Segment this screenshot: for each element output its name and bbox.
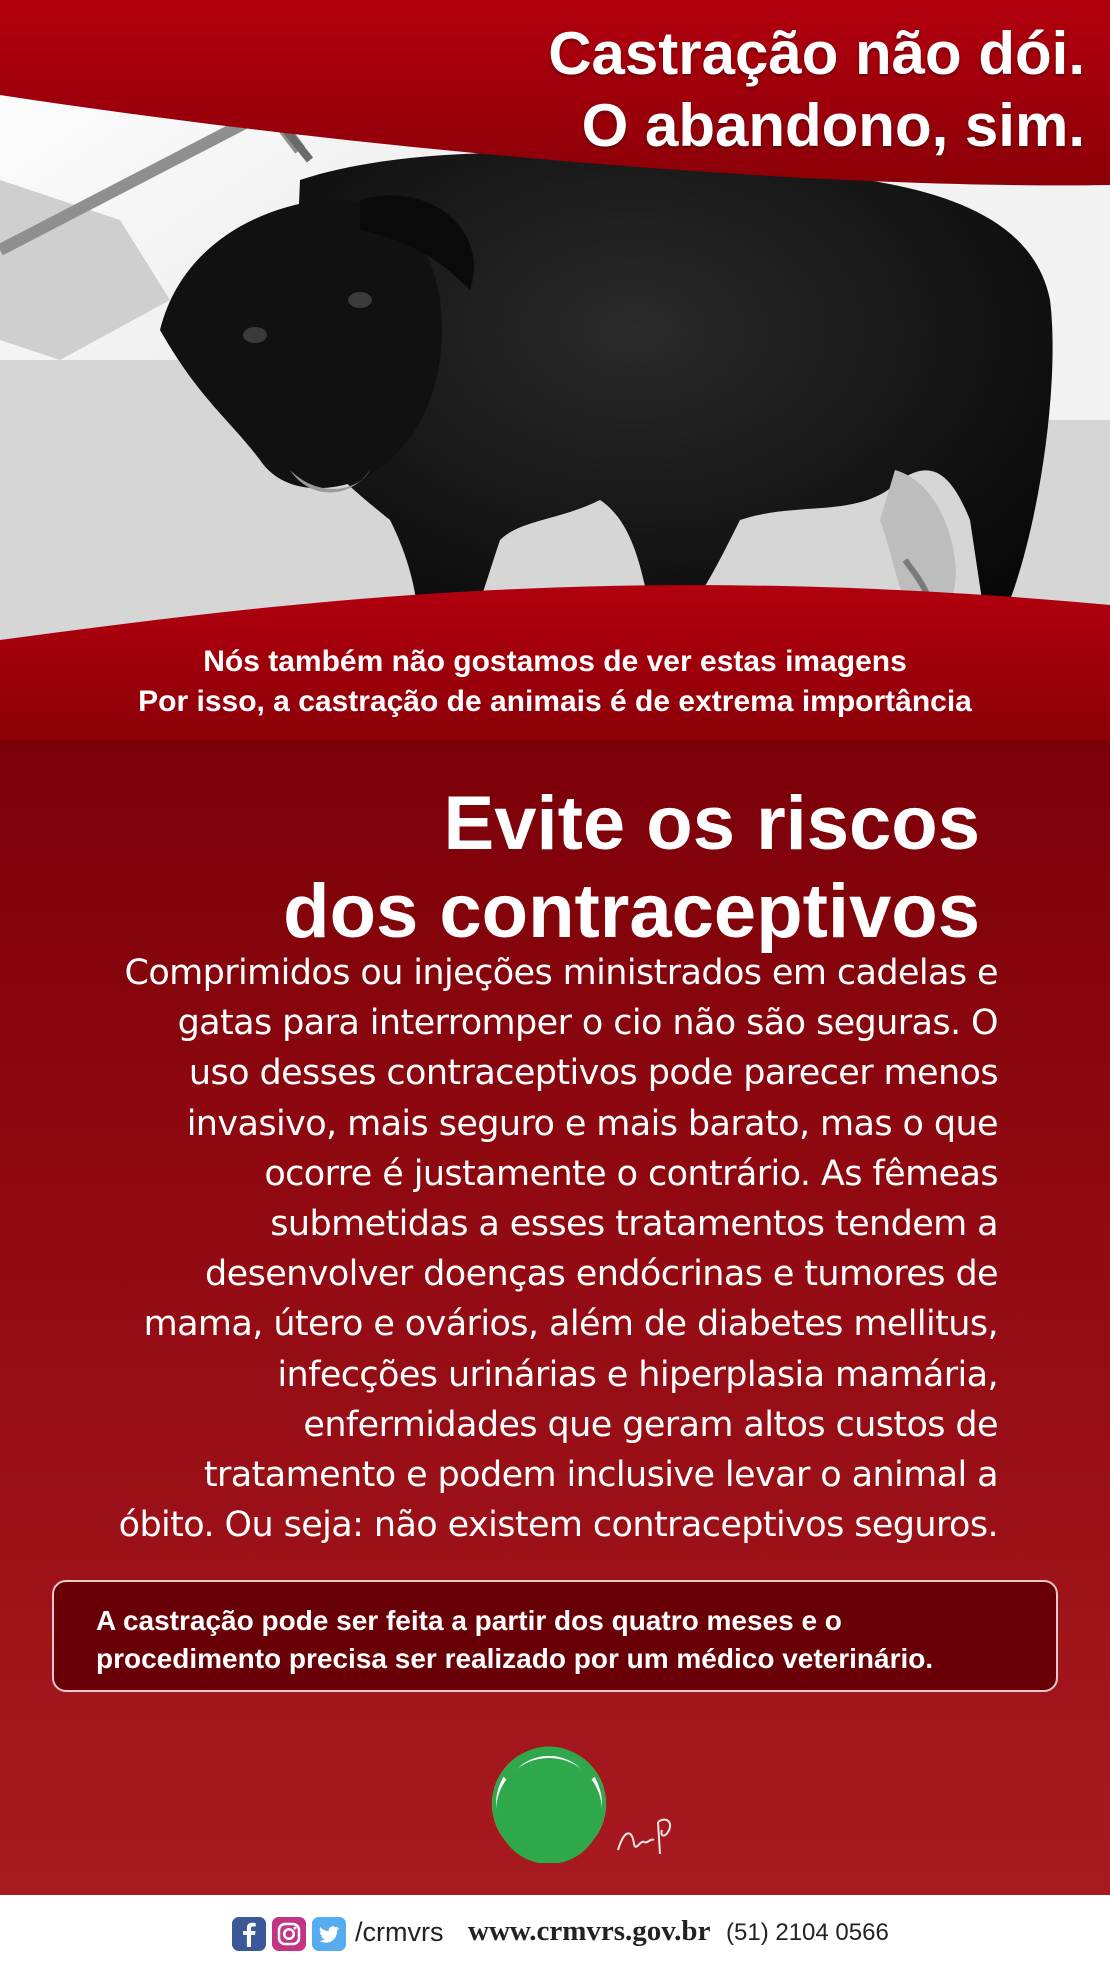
band-subtitle-line-2: Por isso, a castração de animais é de extrema importância — [138, 685, 972, 718]
website-link[interactable]: www.crmvrs.gov.br — [468, 1915, 711, 1947]
signature — [614, 1810, 684, 1860]
band-subtitle-line-1: Nós também não gostamos de ver estas imagens — [203, 645, 907, 678]
headline-line-1: Castração não dói. — [548, 20, 1085, 87]
note-line-2: procedimento precisa ser realizado por um médico veterinário. — [96, 1643, 934, 1674]
band-subtitle — [0, 642, 1110, 722]
note-line-1: A castração pode ser feita a partir dos quatro meses e o — [96, 1605, 842, 1636]
body-line: Comprimidos ou injeções ministrados em cadelas e — [124, 953, 998, 993]
crmv-logo — [490, 1745, 608, 1863]
phone-number: (51) 2104 0566 — [726, 1919, 889, 1946]
section-title-line-2: dos contraceptivos — [283, 869, 980, 954]
section-title — [80, 780, 980, 956]
main-section — [0, 740, 1110, 1895]
body-line: gatas para interromper o cio não são seguras. O — [177, 1003, 998, 1044]
footer — [0, 1895, 1110, 1975]
body-line: tratamento e podem inclusive levar o animal a — [203, 1455, 998, 1496]
logo-text: CRMVRS — [501, 1781, 597, 1806]
body-paragraph — [98, 948, 998, 1550]
headline-line-2: O abandono, sim. — [581, 92, 1085, 159]
social-handle[interactable]: /crmvrs — [355, 1917, 444, 1947]
body-line: submetidas a esses tratamentos tendem a — [270, 1204, 998, 1245]
note-text — [96, 1602, 1056, 1678]
body-line: óbito. Ou seja: não existem contraceptivos seguros. — [118, 1505, 998, 1546]
facebook-icon[interactable] — [232, 1917, 266, 1951]
body-line: enfermidades que geram altos custos de — [303, 1404, 998, 1445]
body-line: invasivo, mais seguro e mais barato, mas o que — [186, 1103, 998, 1144]
body-line: ocorre é justamente o contrário. As fêmeas — [264, 1153, 998, 1194]
section-title-line-1: Evite os riscos — [443, 781, 980, 866]
body-line: mama, útero e ovários, além de diabetes mellitus, — [143, 1304, 998, 1345]
body-line: uso desses contraceptivos pode parecer menos — [188, 1053, 998, 1094]
body-line: infecções urinárias e hiperplasia mamária, — [277, 1354, 998, 1395]
twitter-icon[interactable] — [312, 1917, 346, 1951]
headline — [385, 18, 1085, 162]
body-line: desenvolver doenças endócrinas e tumores de — [205, 1254, 998, 1295]
note-box — [52, 1580, 1058, 1692]
instagram-icon[interactable] — [272, 1917, 306, 1951]
